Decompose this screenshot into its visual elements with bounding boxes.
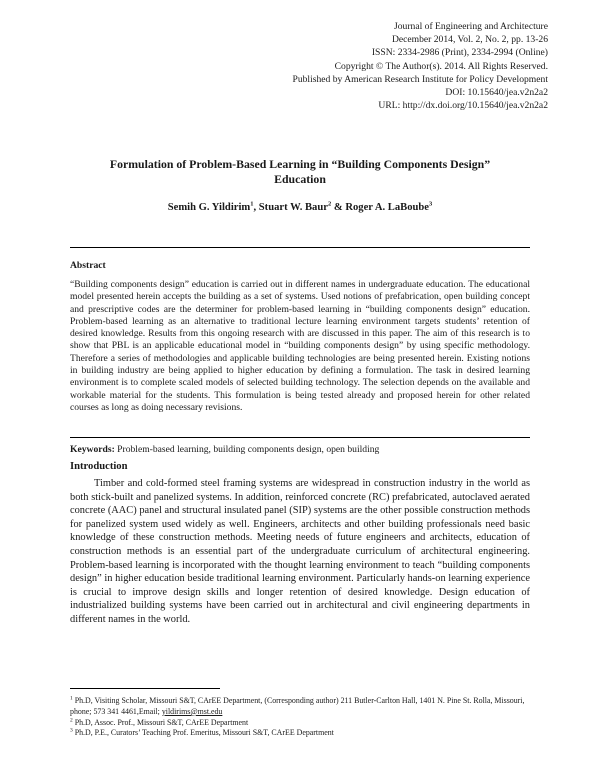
footnotes xyxy=(70,696,532,739)
journal-doi: DOI: 10.15640/jea.v2n2a2 xyxy=(445,87,548,99)
journal-publisher: Published by American Research Institute for Policy Development xyxy=(292,73,548,85)
paper-title-line-2: Education xyxy=(274,172,326,186)
abstract-text: “Building components design” education is carried out in different names in undergraduate education. The educational model presented herein accepts the building as a set of systems. Used notions of prefabrication, open building concept and prescriptive codes are the determiner for problem-based learning in “building components design” education. Problem-based learning as an alternative to traditional lecture learning environment targets students’ retention of desired knowledge. Results from this ongoing research with are discussed in this paper. The aim of this research is to show that PBL is an applicable educational model in “building components design” by using specific methodology. Therefore a series of methodologies and applicable building technologies are being presented herein. Existing notions in building industry are being applied to higher education by defining a formulation. The task in desired learning environment is to complete scaled models of selected building technology. The selection depends on the available and workable material for the students. This formulation is being tested already and proposed herein for other related courses as long as doing necessary revisions. xyxy=(70,279,530,413)
journal-copyright: Copyright © The Author(s). 2014. All Rights Reserved. xyxy=(334,60,548,72)
footnote-3 xyxy=(70,728,532,739)
journal-url: URL: http://dx.doi.org/10.15640/jea.v2n2a2 xyxy=(378,100,548,112)
introduction-heading: Introduction xyxy=(70,461,128,472)
introduction-text: Timber and cold-formed steel framing systems are widespread in construction industry in the world as both stick-built and panelized systems. In addition, reinforced concrete (RC) prefabricated, autoclaved aerated concrete (AAC) panel and structural insulated panel (SIP) systems are the other possible construction methods for panelized system used widely as well. Engineers, architects and other building professionals need basic knowledge of these construction methods. Meeting needs of future engineers and architects, education of construction methods is an essential part of the undergraduate curriculum of architectural engineering. Problem-based learning is incorporated with the thought learning environment to teach “building components design” in higher education beside traditional learning environment. Particularly hands-on learning experience is crucial to improve design skills and longer retention of desired knowledge. Design education of industrialized building systems have been carried out in architectural and civil engineering departments in different names in the world. xyxy=(70,478,530,625)
abstract-top-rule xyxy=(70,247,530,248)
author-name: Roger A. LaBoube xyxy=(345,202,430,213)
footnote-mark: 3 xyxy=(70,727,73,734)
abstract-heading: Abstract xyxy=(70,260,106,271)
footnote-1 xyxy=(70,696,532,718)
footnote-text: Ph.D, P.E., Curators’ Teaching Prof. Emeritus, Missouri S&T, CArEE Department xyxy=(72,728,334,738)
keywords-label: Keywords: xyxy=(70,444,115,455)
author-list xyxy=(60,202,540,213)
keywords-text: Problem-based learning, building components design, open building xyxy=(114,444,380,455)
author-separator: , xyxy=(253,202,259,213)
paper-title xyxy=(60,157,540,187)
paper-title-line-1: Formulation of Problem-Based Learning in “Building Components Design” xyxy=(109,157,491,171)
author-footnote-mark: 2 xyxy=(327,200,332,208)
author-name: Semih G. Yildirim xyxy=(167,202,251,213)
author-name: Stuart W. Baur xyxy=(258,202,328,213)
author-separator: & xyxy=(331,202,346,213)
author-footnote-mark: 1 xyxy=(250,200,254,208)
journal-header xyxy=(218,20,548,112)
author-footnote-mark: 3 xyxy=(429,200,433,208)
keywords xyxy=(70,444,530,455)
journal-issn: ISSN: 2334-2986 (Print), 2334-2994 (Online) xyxy=(371,47,548,59)
footnote-2 xyxy=(70,718,532,729)
footnote-rule xyxy=(70,688,220,689)
abstract-bottom-rule xyxy=(70,437,530,438)
footnote-mark: 2 xyxy=(70,716,73,723)
journal-name: Journal of Engineering and Architecture xyxy=(394,21,548,32)
footnote-email-link[interactable]: yildirims@mst.edu xyxy=(161,706,223,716)
footnote-text: Ph.D, Visiting Scholar, Missouri S&T, CArEE Department, (Corresponding author) 211 Butler-Carlton Hall, 1401 N. Pine St. Rolla, Missouri, phone; 573 341 4461,Email; xyxy=(70,696,525,716)
footnote-mark: 1 xyxy=(70,695,73,702)
journal-issue: December 2014, Vol. 2, No. 2, pp. 13-26 xyxy=(391,34,548,46)
footnote-text: Ph.D, Assoc. Prof., Missouri S&T, CArEE Department xyxy=(72,717,249,727)
